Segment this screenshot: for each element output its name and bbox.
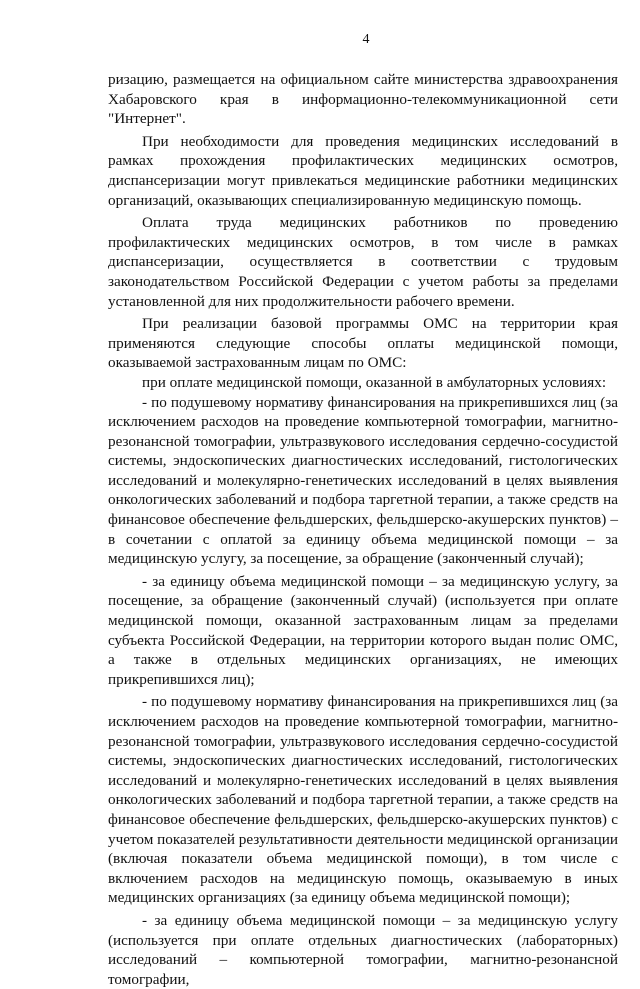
list-item-per-capita-performance: - по подушевому нормативу финансирования на прикрепившихся лиц (за исключением расходов на проведение компьютерной томографии, магнитно-резонансной томографии, ультразвукового исследования сердечно-сосудистой системы, эндоскопических диагностических исследований, гистологических исследований и молекулярно-генетических исследований в целях выявления онкологических заболеваний и подбора таргетной терапии, а также средств на финансовое обеспечение фельдшерских, фельдшерско-акушерских пунктов) с учетом показателей результативности деятельности медицинской организации (включая показатели объема медицинской помощи), в том числе с включением расходов на медицинскую помощь, оказываемую в иных медицинских организациях (за единицу объема медицинской помощи); (108, 693, 618, 907)
paragraph-payment-methods: При реализации базовой программы ОМС на территории края применяются следующие способы оплаты медицинской помощи, оказываемой застрахованным лицам по ОМС: (108, 315, 618, 372)
paragraph-outpatient-intro: при оплате медицинской помощи, оказанной в амбулаторных условиях: (142, 373, 607, 391)
list-item-unit-volume-diagnostics: - за единицу объема медицинской помощи – за медицинскую услугу (используется при оплате отдельных диагностических (лабораторных) исследований – компьютерной томографии, магнитно-резонансной томографии, (108, 911, 618, 988)
document-body (108, 70, 618, 989)
paragraph-continuation: ризацию, размещается на официальном сайте министерства здравоохранения Хабаровского края в информационно-телекоммуникационной сети "Интернет". (108, 71, 618, 128)
list-item-unit-volume: - за единицу объема медицинской помощи – за медицинскую услугу, за посещение, за обращение (законченный случай) (используется при оплате медицинской помощи, оказанной застрахованным лицам за пределами субъекта Российской Федерации, на территории которого выдан полис ОМС, а также в отдельных медицинских организациях, не имеющих прикрепившихся лиц); (108, 572, 618, 688)
page-number: 4 (362, 32, 370, 47)
list-item-per-capita: - по подушевому нормативу финансирования на прикрепившихся лиц (за исключением расходов на проведение компьютерной томографии, магнитно-резонансной томографии, ультразвукового исследования сердечно-сосудистой системы, эндоскопических диагностических исследований, гистологических исследований и молекулярно-генетических исследований в целях выявления онкологических заболеваний и подбора таргетной терапии, а также средств на финансовое обеспечение фельдшерских, фельдшерско-акушерских пунктов) – в сочетании с оплатой за единицу объема медицинской помощи – за медицинскую услугу, за посещение, за обращение (законченный случай); (108, 393, 618, 568)
paragraph-labor-payment: Оплата труда медицинских работников по проведению профилактических медицинских осмотров, в том числе в рамках диспансеризации, осуществляется в соответствии с трудовым законодательством Российской Федерации с учетом работы за пределами установленной для них продолжительности рабочего времени. (108, 214, 618, 310)
paragraph-medical-research: При необходимости для проведения медицинских исследований в рамках прохождения профилактических медицинских осмотров, диспансеризации могут привлекаться медицинские работники медицинских организаций, оказывающих специализированную медицинскую помощь. (108, 132, 618, 209)
